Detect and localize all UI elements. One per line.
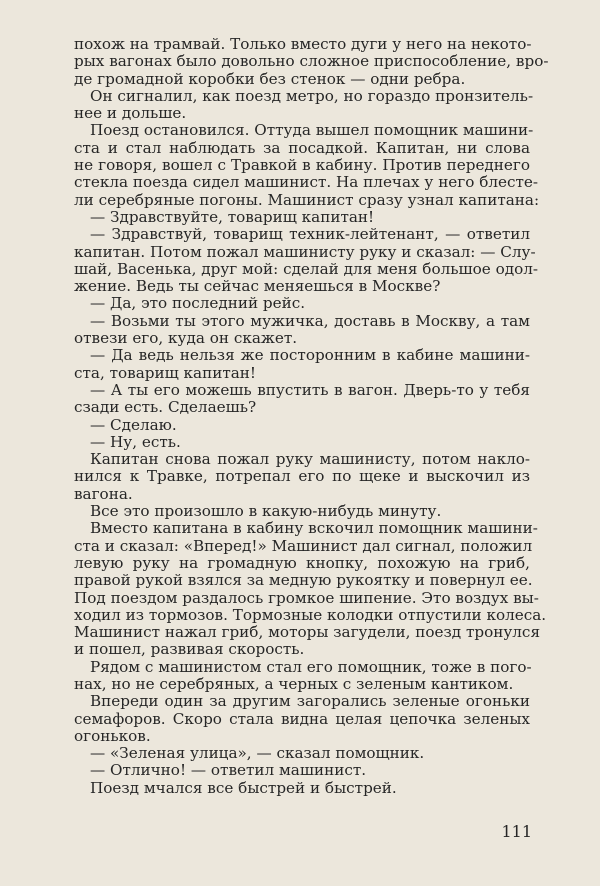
text-line: шай, Васенька, друг мой: сделай для меня большое одол- (74, 259, 539, 278)
text-line: левую руку на громадную кнопку, похожую на гриб, (74, 553, 530, 572)
text-line: Под поездом раздалось громкое шипение. Это воздух вы- (74, 588, 539, 607)
text-line: нах, но не серебряных, а черных с зеленым кантиком. (74, 674, 514, 693)
text-line: — Возьми ты этого мужичка, доставь в Москву, а там (90, 311, 530, 330)
text-line: де громадной коробки без стенок — одни ребра. (74, 69, 466, 88)
paragraph (74, 209, 530, 226)
text-line: Все это произошло в какую-нибудь минуту. (90, 502, 442, 521)
text-line: жение. Ведь ты сейчас меняешься в Москве? (74, 277, 441, 296)
paragraph (74, 417, 530, 434)
text-line: ста, товарищ капитан! (74, 363, 257, 382)
text-line: похож на трамвай. Только вместо дуги у него на некото- (74, 35, 532, 53)
text-line: ста и сказал: «Вперед!» Машинист дал сигнал, положил (74, 536, 533, 555)
text-line: ли серебряные погоны. Машинист сразу узнал капитана: (74, 190, 540, 209)
text-line: — Здравствуйте, товарищ капитан! (90, 207, 375, 226)
text-line: ста и стал наблюдать за посадкой. Капитан, ни слова (74, 138, 530, 157)
paragraph (74, 382, 530, 417)
paragraph (74, 503, 530, 520)
paragraph (74, 780, 530, 797)
text-line: — Здравствуй, товарищ техник-лейтенант, — ответил (90, 225, 530, 244)
text-line: Поезд мчался все быстрей и быстрей. (90, 778, 397, 797)
paragraph (74, 659, 530, 694)
paragraph (74, 35, 549, 88)
text-line: Рядом с машинистом стал его помощник, тоже в пого- (90, 657, 532, 676)
text-line: сзади есть. Сделаешь? (74, 398, 257, 417)
text-line: ходил из тормозов. Тормозные колодки отпустили колеса. (74, 605, 547, 624)
page-body-text (74, 35, 549, 797)
text-line: Он сигналил, как поезд метро, но гораздо пронзитель- (90, 86, 534, 105)
text-line: нее и дольше. (74, 104, 187, 123)
paragraph (74, 313, 530, 348)
paragraph (74, 519, 547, 659)
text-line: Впереди один за другим загорались зеленые огоньки (90, 692, 530, 711)
paragraph (74, 347, 530, 382)
text-line: — Ну, есть. (90, 432, 181, 451)
paragraph (74, 295, 530, 312)
text-line: — А ты его можешь впустить в вагон. Дверь-то у тебя (90, 380, 530, 399)
paragraph (74, 121, 540, 209)
text-line: семафоров. Скоро стала видна целая цепочка зеленых (74, 709, 530, 728)
paragraph (74, 693, 530, 745)
text-line: огоньков. (74, 726, 151, 745)
paragraph (74, 745, 530, 762)
text-line: рых вагонах было довольно сложное приспособление, вро- (74, 52, 549, 71)
text-line: — Сделаю. (90, 415, 177, 434)
text-line: вагона. (74, 484, 133, 503)
text-line: — Да ведь нельзя же посторонним в кабине машини- (90, 346, 530, 365)
text-line: Вместо капитана в кабину вскочил помощник машини- (90, 519, 538, 538)
paragraph (74, 225, 539, 296)
text-line: отвези его, куда он скажет. (74, 329, 298, 348)
text-line: Капитан снова пожал руку машинисту, потом накло- (90, 450, 530, 469)
text-line: не говоря, вошел с Травкой в кабину. Против переднего (74, 156, 530, 175)
text-line: нился к Травке, потрепал его по щеке и выскочил из (74, 467, 530, 486)
text-line: — «Зеленая улица», — сказал помощник. (90, 744, 425, 763)
text-line: Машинист нажал гриб, моторы загудели, поезд тронулся (74, 623, 541, 642)
paragraph (74, 451, 530, 503)
text-line: — Отлично! — ответил машинист. (90, 761, 367, 780)
page-number: 111 (501, 822, 532, 841)
text-line: капитан. Потом пожал машинисту руку и сказал: — Слу- (74, 242, 536, 261)
paragraph (74, 762, 530, 779)
text-line: и пошел, развивая скорость. (74, 640, 305, 659)
paragraph (74, 434, 530, 451)
text-line: правой рукой взялся за медную рукоятку и повернул ее. (74, 571, 533, 590)
text-line: — Да, это последний рейс. (90, 294, 306, 313)
text-line: Поезд остановился. Оттуда вышел помощник машини- (90, 121, 534, 140)
text-line: стекла поезда сидел машинист. На плечах у него блесте- (74, 173, 539, 192)
paragraph (74, 86, 534, 123)
